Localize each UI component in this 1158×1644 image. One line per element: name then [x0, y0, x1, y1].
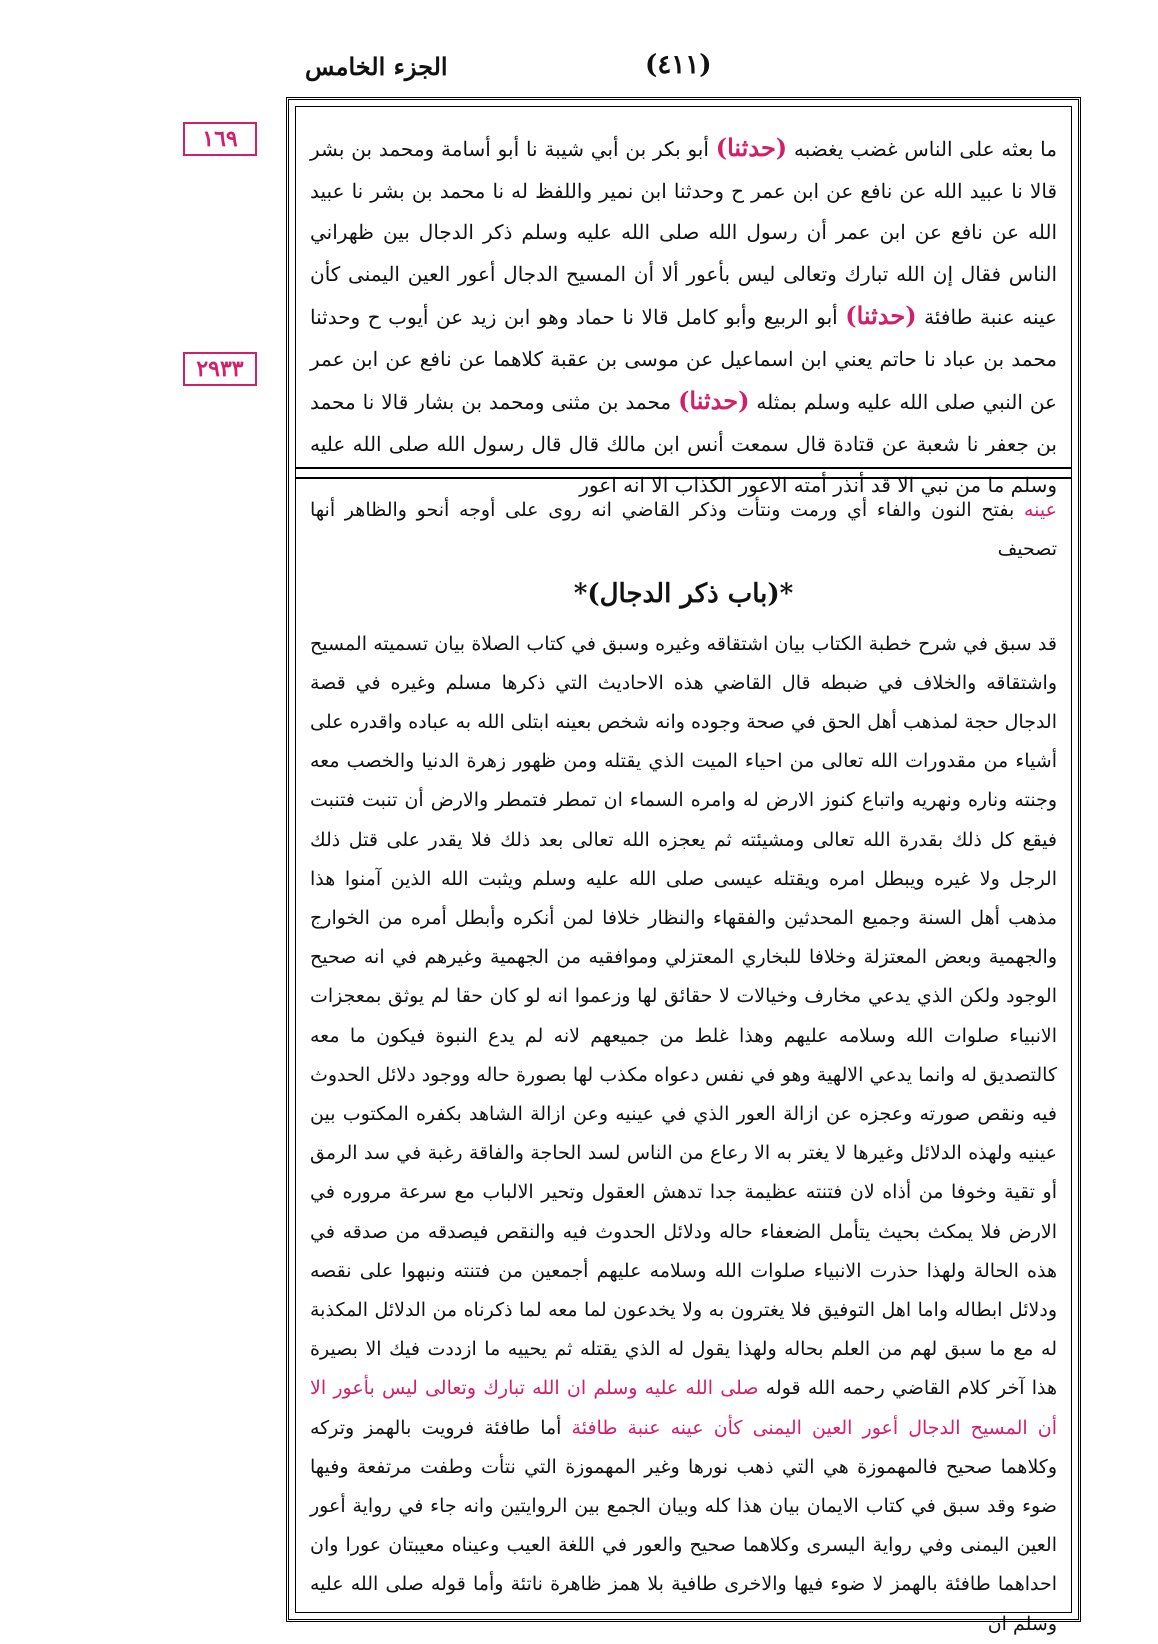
hadith-segment-3: أبو الربيع وأبو كامل قالا نا حماد وهو ابن زيد عن أيوب ح وحدثنا محمد بن عباد نا حاتم يعني ابن اسماعيل عن موسى بن عقبة كلاهما عن نافع عن ابن عمر عن النبي صلى الله عليه وسلم بمثله	[310, 305, 1057, 414]
hadith-segment-2: أبو بكر بن أبي شيبة نا أبو أسامة ومحمد بن بشر قالا نا عبيد الله عن نافع عن ابن عمر ح وحدثنا ابن نمير واللفظ له نا محمد بن بشر نا عبيد الله عن نافع عن ابن عمر أن رسول الله صلى الله عليه وسلم ذكر الدجال بين ظهراني الناس فقال إن الله تبارك وتعالى ليس بأعور ألا أن المسيح الدجال أعور العين اليمنى كأن عينه عنبة طافئة	[310, 137, 1057, 329]
margin-number-2: ٢٩٣٣	[183, 352, 257, 386]
commentary-first-line	[310, 491, 1057, 569]
commentary-body	[310, 625, 1057, 1644]
lemma-word: عينه	[1024, 499, 1057, 521]
section-divider	[296, 467, 1071, 479]
margin-number-1: ١٦٩	[183, 122, 257, 156]
hadith-segment-4: محمد بن مثنى ومحمد بن بشار قالا نا محمد بن جعفر نا شعبة عن قتادة قال سمعت أنس ابن مالك قال قال رسول الله صلى الله عليه وسلم ما من نبي الا قد أنذر أمته الاعور الكذاب الا انه اعور	[310, 390, 1057, 497]
page-frame	[286, 97, 1081, 1635]
haddathana-marker-1: (حدثنا)	[715, 133, 788, 162]
hadith-text	[310, 127, 1057, 507]
haddathana-marker-2: (حدثنا)	[845, 301, 917, 330]
quoted-hadith-lemma: صلى الله عليه وسلم ان الله تبارك وتعالى ليس بأعور الا أن المسيح الدجال أعور العين اليمنى كأن عينه عنبة طافئة	[310, 1377, 1057, 1439]
hadith-segment-1: ما بعثه على الناس غضب يغضبه	[787, 137, 1057, 161]
hadith-paragraph	[310, 127, 1057, 507]
commentary-line-1: بفتح النون والفاء أي ورمت ونتأت وذكر القاضي انه روى على أوجه أنحو والظاهر أنها تصحيف	[310, 499, 1057, 561]
haddathana-marker-3: (حدثنا)	[678, 386, 750, 415]
commentary-text	[310, 491, 1057, 1644]
commentary-body-text-2: أما طافئة فرويت بالهمز وتركه وكلاهما صحيح فالمهموزة هي التي ذهب نورها وغير المهموزة التي نتأت وطفت مرتفعة وفيها ضوء وقد سبق في كتاب الايمان بيان هذا كله وبيان الجمع بين الروايتين وانه جاء في رواية أعور العين اليمنى وفي رواية اليسرى وكلاهما صحيح والعور في اللغة العيب وعيناه معيبتان عورا وان احداهما طافئة بالهمز لا ضوء فيها والاخرى طافية بلا همز ظاهرة ناتئة وأما قوله صلى الله عليه وسلم ان	[310, 1416, 1057, 1635]
commentary-body-text: قد سبق في شرح خطبة الكتاب بيان اشتقاقه وغيره وسبق في كتاب الصلاة بيان تسميته المسيح واشتقاقه والخلاف في ضبطه قال القاضي هذه الاحاديث التي ذكرها مسلم وغيره في قصة الدجال حجة لمذهب أهل الحق في صحة وجوده وانه شخص بعينه ابتلى الله به عباده واقدره على أشياء من مقدورات الله تعالى من احياء الميت الذي يقتله ومن ظهور زهرة الدنيا والخصب معه وجنته وناره ونهريه واتباع كنوز الارض له وامره السماء ان تمطر فتمطر والارض أن تنبت فتنبت فيقع كل ذلك بقدرة الله تعالى ومشيئته ثم يعجزه الله تعالى بعد ذلك فلا يقدر على قتل ذلك الرجل ولا غيره ويبطل امره ويقتله عيسى صلى الله عليه وسلم ويثبت الله الذين آمنوا هذا مذهب أهل السنة وجميع المحدثين والفقهاء والنظار خلافا لمن أنكره وأبطل أمره من الخوارج والجهمية وبعض المعتزلة وخلافا للبخاري المعتزلي وموافقيه من الجهمية وغيرهم في انه صحيح الوجود ولكن الذي يدعي مخارف وخيالات لا حقائق لها وزعموا انه لو كان حقا لم يوثق بمعجزات الانبياء صلوات الله وسلامه عليهم وهذا غلط من جميعهم لانه لم يدع النبوة فيكون ما معه كالتصديق له وانما يدعي الالهية وهو في نفس دعواه مكذب لها بصورة حاله ووجود دلائل الحدوث فيه ونقص صورته وعجزه عن ازالة العور الذي في عينيه وعن ازالة الشاهد بكفره المكتوب بين عينيه ولهذه الدلائل وغيرها لا يغتر به الا رعاع من الناس لسد الحاجة والفاقة رغبة في سد الرمق أو تقية وخوفا من أذاه لان فتنته عظيمة جدا تدهش العقول وتحير الالباب مع سرعة مروره في الارض فلا يمكث بحيث يتأمل الضعفاء حاله ودلائل الحدوث فيه والنقص فيصدقه من صدقه في هذه الحالة ولهذا حذرت الانبياء صلوات الله وسلامه عليهم أجمعين من فتنته ونبهوا على نقصه ودلائل ابطاله واما اهل التوفيق فلا يغترون به ولا يخدعون لما معه لما ذكرناه من الدلائل المكذبة له مع ما سبق لهم من العلم بحاله ولهذا يقول له الذي يقتله ثم يحييه ما ازددت فيك الا بصيرة هذا آخر كلام القاضي رحمه الله قوله	[310, 632, 1057, 1400]
part-title: الجزء الخامس	[305, 52, 448, 81]
page-number: (٤١١)	[645, 50, 712, 80]
chapter-title: *(باب ذكر الدجال)*	[573, 579, 794, 610]
page-frame-inner	[295, 106, 1072, 1635]
